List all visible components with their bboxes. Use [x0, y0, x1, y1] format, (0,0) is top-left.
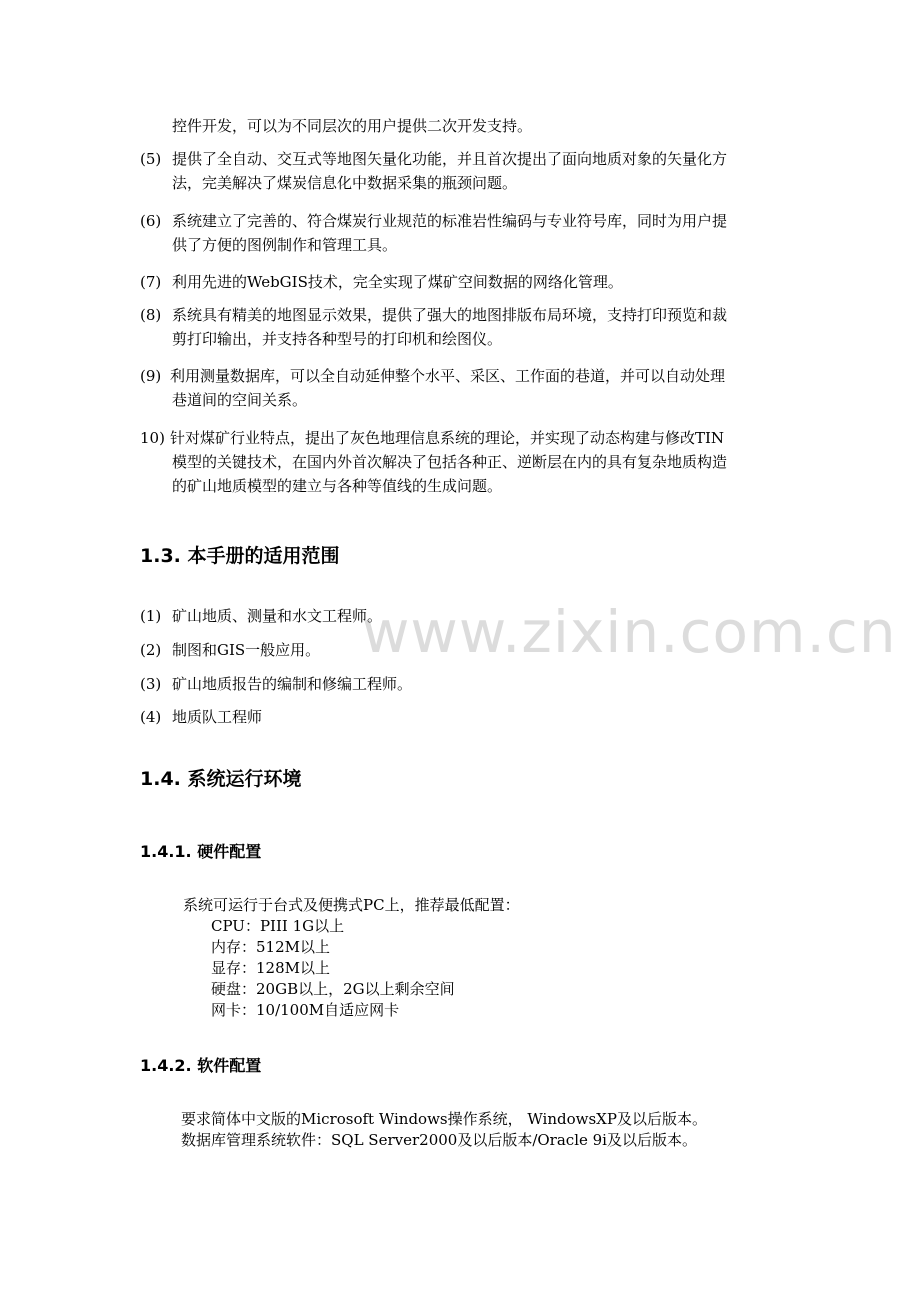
- item-line: 模型的关键技术，在国内外首次解决了包括各种正、逆断层在内的具有复杂地质构造: [172, 453, 728, 471]
- section-heading-1-3: 1.3. 本手册的适用范围: [140, 545, 340, 567]
- intro-continuation: 控件开发，可以为不同层次的用户提供二次开发支持。: [172, 117, 533, 135]
- feature-item-10: [140, 426, 782, 498]
- item-line: 系统建立了完善的、符合煤炭行业规范的标准岩性编码与专业符号库，同时为用户提: [172, 212, 728, 230]
- item-line: 系统具有精美的地图显示效果，提供了强大的地图排版布局环境，支持打印预览和裁: [172, 306, 728, 324]
- item-line: 提供了全自动、交互式等地图矢量化功能，并且首次提出了面向地质对象的矢量化方: [172, 150, 728, 168]
- item-text: 矿山地质、测量和水文工程师。: [172, 607, 383, 625]
- software-req-db: 数据库管理系统软件：SQL Server2000及以后版本/Oracle 9i及以后版本。: [181, 1131, 697, 1149]
- item-number: (3): [140, 675, 162, 693]
- section-heading-1-4: 1.4. 系统运行环境: [140, 768, 302, 790]
- item-number: 10): [140, 429, 165, 447]
- software-req-os: 要求简体中文版的Microsoft Windows操作系统， WindowsXP及以后版本。: [181, 1110, 707, 1128]
- item-number: (1): [140, 607, 162, 625]
- item-line: 剪打印输出，并支持各种型号的打印机和绘图仪。: [172, 330, 503, 348]
- item-line: 利用测量数据库，可以全自动延伸整个水平、采区、工作面的巷道，并可以自动处理: [170, 367, 726, 385]
- feature-item-8: [140, 303, 782, 351]
- scope-item-2: [140, 639, 320, 661]
- item-text: 制图和GIS一般应用。: [172, 641, 321, 659]
- feature-item-6: [140, 209, 782, 257]
- scope-item-1: [140, 605, 382, 627]
- feature-item-9: [140, 364, 782, 412]
- hardware-spec-vram: 显存：128M以上: [211, 959, 330, 977]
- item-number: (4): [140, 708, 162, 726]
- item-line: 法，完美解决了煤炭信息化中数据采集的瓶颈问题。: [172, 174, 518, 192]
- item-line: 利用先进的WebGIS技术，完全实现了煤矿空间数据的网络化管理。: [172, 273, 623, 291]
- hardware-spec-nic: 网卡：10/100M自适应网卡: [211, 1001, 400, 1019]
- item-number: (6): [140, 212, 162, 230]
- section-heading-1-4-1: 1.4.1. 硬件配置: [140, 842, 262, 861]
- watermark: www.zixin.com.cn: [362, 598, 897, 666]
- scope-item-3: [140, 673, 412, 695]
- hardware-spec-cpu: CPU：PIII 1G以上: [211, 917, 345, 935]
- hardware-spec-memory: 内存：512M以上: [211, 938, 330, 956]
- item-number: (8): [140, 306, 162, 324]
- item-line: 巷道间的空间关系。: [172, 391, 308, 409]
- item-line: 针对煤矿行业特点，提出了灰色地理信息系统的理论，并实现了动态构建与修改TIN: [170, 429, 725, 447]
- item-line: 的矿山地质模型的建立与各种等值线的生成问题。: [172, 477, 503, 495]
- item-number: (9): [140, 367, 162, 385]
- item-line: 供了方便的图例制作和管理工具。: [172, 236, 398, 254]
- item-text: 地质队工程师: [172, 708, 263, 726]
- item-number: (5): [140, 150, 162, 168]
- feature-item-7: [140, 270, 782, 294]
- feature-item-5: [140, 147, 782, 195]
- scope-item-4: [140, 706, 262, 728]
- item-number: (2): [140, 641, 162, 659]
- hardware-intro: 系统可运行于台式及便携式PC上，推荐最低配置：: [183, 896, 520, 914]
- hardware-spec-disk: 硬盘：20GB以上，2G以上剩余空间: [211, 980, 455, 998]
- item-text: 矿山地质报告的编制和修编工程师。: [172, 675, 413, 693]
- section-heading-1-4-2: 1.4.2. 软件配置: [140, 1056, 262, 1075]
- item-number: (7): [140, 273, 162, 291]
